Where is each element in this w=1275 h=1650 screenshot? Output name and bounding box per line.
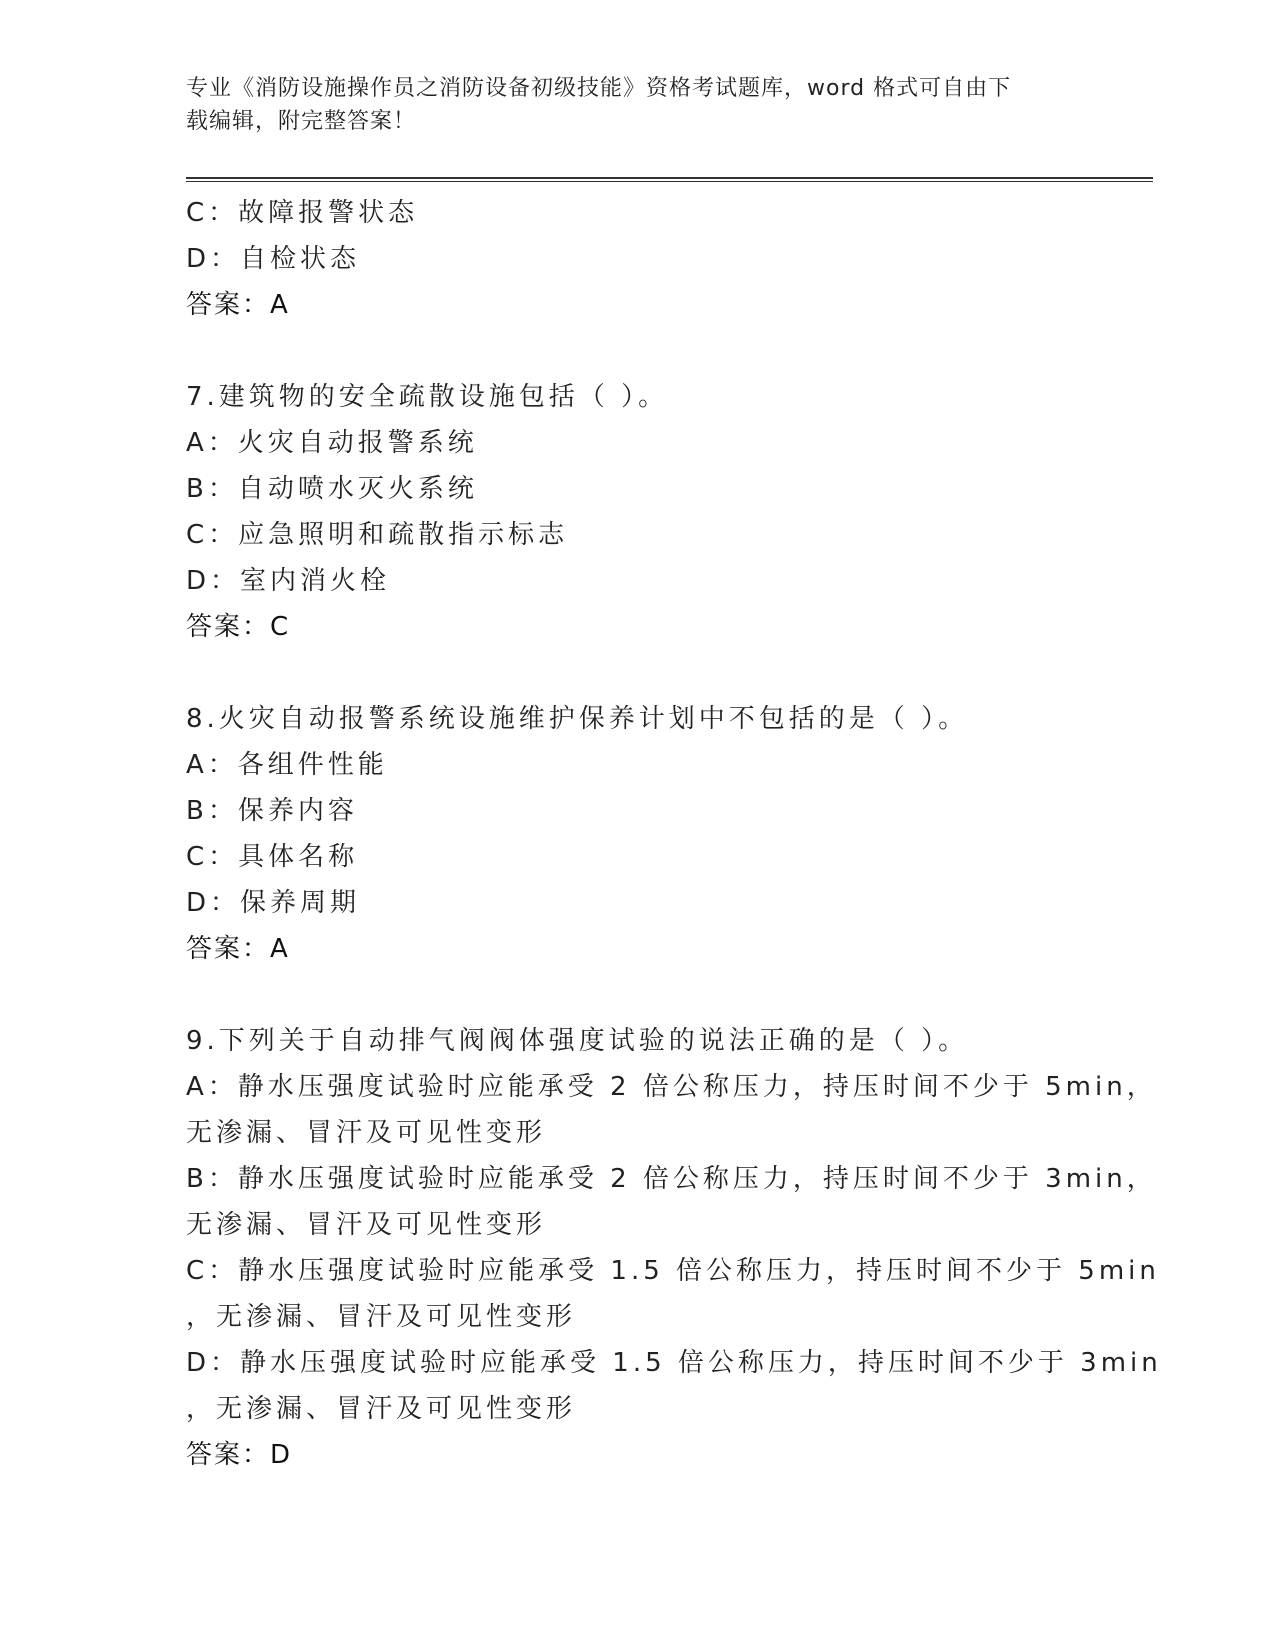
option-b: B：自动喷水灭火系统 [186,474,478,504]
option-a-line-1: A：静水压强度试验时应能承受 2 倍公称压力，持压时间不少于 5min， [186,1072,1157,1102]
spacer [186,972,1086,1018]
question-8 [186,696,1086,972]
answer: 答案：A [186,934,290,964]
option-b-line-1: B：静水压强度试验时应能承受 2 倍公称压力，持压时间不少于 3min， [186,1164,1157,1194]
option-b-line-2: 无渗漏、冒汗及可见性变形 [186,1210,547,1240]
option-a-line-2: 无渗漏、冒汗及可见性变形 [186,1118,547,1148]
option-c-line-1: C：静水压强度试验时应能承受 1.5 倍公称压力，持压时间不少于 5min [186,1256,1160,1286]
option-c-line-2: ，无渗漏、冒汗及可见性变形 [186,1302,577,1332]
option-a: A：火灾自动报警系统 [186,428,478,458]
question-stem: 7.建筑物的安全疏散设施包括（ ）。 [186,382,669,412]
answer: 答案：D [186,1440,293,1470]
question-stem: 9.下列关于自动排气阀阀体强度试验的说法正确的是（ ）。 [186,1026,969,1056]
option-d: D：室内消火栓 [186,566,391,596]
answer: 答案：C [186,612,291,642]
question-stem: 8.火灾自动报警系统设施维护保养计划中不包括的是（ ）。 [186,704,969,734]
header-line-2: 载编辑，附完整答案！ [186,109,417,134]
spacer [186,650,1086,696]
option-d-line-2: ，无渗漏、冒汗及可见性变形 [186,1394,577,1424]
question-9 [186,1018,1162,1478]
header-divider-thin [186,181,1153,182]
answer: 答案：A [186,290,290,320]
option-c: C：应急照明和疏散指示标志 [186,520,569,550]
header-line-1: 专业《消防设施操作员之消防设备初级技能》资格考试题库，word 格式可自由下 [186,76,1012,101]
question-list [186,190,1162,1478]
option-c: C：具体名称 [186,842,359,872]
option-a: A：各组件性能 [186,750,388,780]
option-d: D：保养周期 [186,888,361,918]
option-d: D：自检状态 [186,244,361,274]
option-d-line-1: D：静水压强度试验时应能承受 1.5 倍公称压力，持压时间不少于 3min [186,1348,1162,1378]
option-c: C：故障报警状态 [186,198,419,228]
header-divider-thick [186,177,1153,179]
question-6-fragment [186,190,1086,328]
spacer [186,328,1086,374]
option-b: B：保养内容 [186,796,358,826]
question-7 [186,374,1086,650]
document-header [186,72,1066,138]
